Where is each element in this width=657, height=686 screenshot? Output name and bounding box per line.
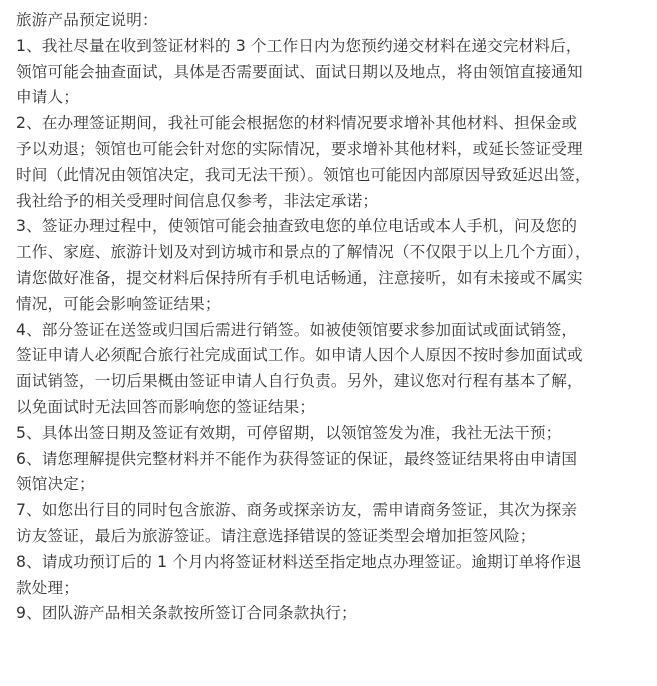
note-4-line-2: 签证申请人必须配合旅行社完成面试工作。如申请人因个人原因不按时参加面试或: [16, 346, 583, 365]
note-1-line-1: 1、我社尽量在收到签证材料的 3 个工作日内为您预约递交材料在递交完材料后，: [16, 36, 582, 55]
note-7-line-2: 访友签证，最后为旅游签证。请注意选择错误的签证类型会增加拒签风险；: [16, 526, 536, 545]
note-1-line-3: 申请人；: [16, 88, 79, 107]
note-2-line-2: 予以劝退；领馆也可能会针对您的实际情况，要求增补其他材料，或延长签证受理: [16, 139, 583, 158]
note-7-line-1: 7、如您出行目的同时包含旅游、商务或探亲访友，需申请商务签证，其次为探亲: [16, 501, 578, 520]
note-3-line-2: 工作、家庭、旅游计划及对到访城市和景点的了解情况（不仅限于以上几个方面），: [16, 243, 591, 262]
note-4-line-4: 以免面试时无法回答而影响您的签证结果；: [16, 397, 316, 416]
document-title: 旅游产品预定说明：: [16, 11, 158, 29]
note-3-line-1: 3、签证办理过程中，使领馆可能会抽查致电您的单位电话或本人手机，问及您的: [16, 217, 578, 236]
note-4-line-1: 4、部分签证在送签或归国后需进行销签。如被使领馆要求参加面试或面试销签，: [16, 320, 578, 339]
note-5-line-1: 5、具体出签日期及签证有效期，可停留期，以领馆签发为准，我社无法干预；: [16, 423, 562, 442]
note-1-line-2: 领馆可能会抽查面试，具体是否需要面试、面试日期以及地点，将由领馆直接通知: [16, 62, 583, 81]
note-2-line-3: 时间（此情况由领馆决定，我司无法干预）。领馆也可能因内部原因导致延迟出签，: [16, 165, 591, 184]
note-2-line-1: 2、在办理签证期间，我社可能会根据您的材料情况要求增补其他材料、担保金或: [16, 114, 578, 133]
note-8-line-1: 8、请成功预订后的 1 个月内将签证材料送至指定地点办理签证。逾期订单将作退: [16, 552, 582, 571]
note-2-line-4: 我社给予的相关受理时间信息仅参考，非法定承诺；: [16, 191, 379, 210]
note-8-line-2: 款处理；: [16, 578, 79, 597]
note-3-line-3: 请您做好准备，提交材料后保持所有手机电话畅通，注意接听，如有未接或不属实: [16, 268, 583, 287]
note-3-line-4: 情况，可能会影响签证结果；: [16, 294, 221, 313]
note-6-line-2: 领馆决定；: [16, 475, 95, 494]
note-6-line-1: 6、请您理解提供完整材料并不能作为获得签证的保证，最终签证结果将由申请国: [16, 449, 578, 468]
note-4-line-3: 面试销签，一切后果概由签证申请人自行负责。另外，建议您对行程有基本了解，: [16, 372, 583, 391]
note-9-line-1: 9、团队游产品相关条款按所签订合同条款执行；: [16, 604, 357, 623]
